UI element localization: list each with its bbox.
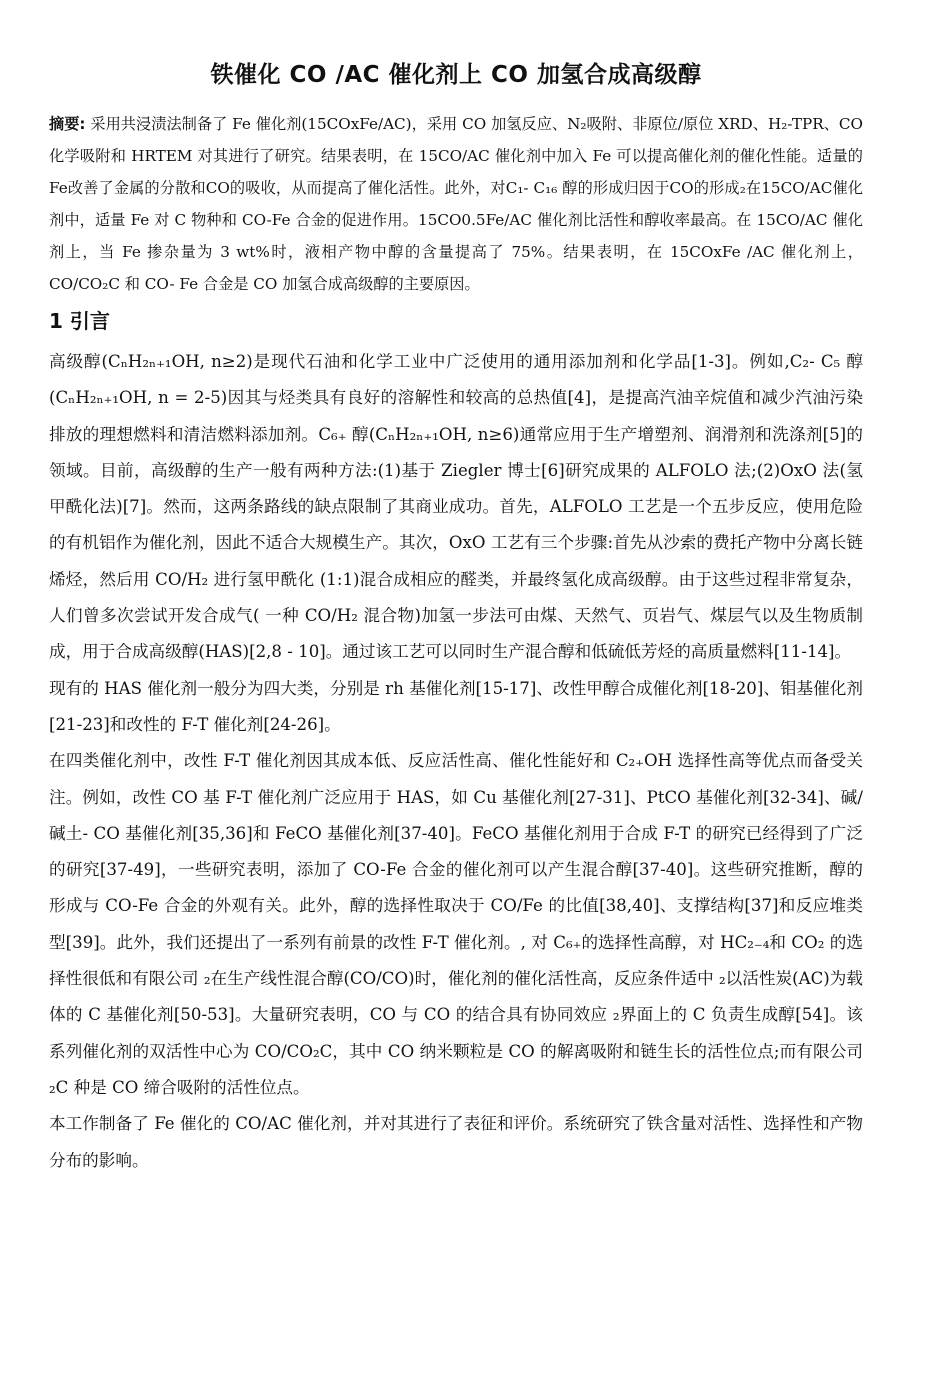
section-heading: 1 引言 [49,309,110,333]
abstract-label: 摘要: [49,115,86,133]
paper-title: 铁催化 CO /AC 催化剂上 CO 加氢合成高级醇 [210,62,702,88]
body-paragraph-3: 在四类催化剂中，改性 F-T 催化剂因其成本低、反应活性高、催化性能好和 C₂₊OH 选择性高等优点而备受关注。例如，改性 CO 基 F-T 催化剂广泛应用于 HAS，如 Cu 基催化剂[27-31]、PtCO 基催化剂[32-34]、碱/碱土- CO 基催化剂[35,36]和 FeCO 基催化剂[37-40]。FeCO 基催化剂用于合成 F-T 的研究已经得到了广泛的研究[37-49]，一些研究表明，添加了 CO-Fe 合金的催化剂可以产生混合醇[37-40]。这些研究推断，醇的形成与 CO-Fe 合金的外观有关。此外，醇的选择性取决于 CO/Fe 的比值[38,40]、支撑结构[37]和反应堆类型[39]。此外，我们还提出了一系列有前景的改性 F-T 催化剂。, 对 C₆₊的选择性高醇，对 HC₂₋₄和 CO₂ 的选择性很低和有限公司 ₂在生产线性混合醇(CO/CO)时，催化剂的催化活性高，反应条件适中 ₂以活性炭(AC)为载体的 C 基催化剂[50-53]。大量研究表明，CO 与 CO 的结合具有协同效应 ₂界面上的 C 负责生成醇[54]。该系列催化剂的双活性中心为 CO/CO₂C，其中 CO 纳米颗粒是 CO 的解离吸附和链生长的活性位点;而有限公司 ₂C 种是 CO 缔合吸附的活性位点。 [49,751,863,1097]
body-paragraph-4: 本工作制备了 Fe 催化的 CO/AC 催化剂，并对其进行了表征和评价。系统研究了铁含量对活性、选择性和产物分布的影响。 [49,1114,863,1170]
abstract-text: 采用共浸渍法制备了 Fe 催化剂(15COxFe/AC)，采用 CO 加氢反应、N₂吸附、非原位/原位 XRD、H₂-TPR、CO 化学吸附和 HRTEM 对其进行了研究。结果表明，在 15CO/AC 催化剂中加入 Fe 可以提高催化剂的催化性能。适量的Fe改善了金属的分散和CO的吸收，从而提高了催化活性。此外，对C₁- C₁₆ 醇的形成归因于CO的形成₂在15CO/AC催化剂中，适量 Fe 对 C 物种和 CO-Fe 合金的促进作用。15CO0.5Fe/AC 催化剂比活性和醇收率最高。在 15CO/AC 催化剂上，当 Fe 掺杂量为 3 wt%时，液相产物中醇的含量提高了 75%。结果表明，在 15COxFe /AC 催化剂上，CO/CO₂C 和 CO- Fe 合金是 CO 加氢合成高级醇的主要原因。 [49,115,863,293]
body-paragraph-1: 高级醇(CₙH₂ₙ₊₁OH, n≥2)是现代石油和化学工业中广泛使用的通用添加剂和化学品[1-3]。例如,C₂- C₅ 醇(CₙH₂ₙ₊₁OH, n = 2-5)因其与烃类具有良好的溶解性和较高的总热值[4]，是提高汽油辛烷值和减少汽油污染排放的理想燃料和清洁燃料添加剂。C₆₊ 醇(CₙH₂ₙ₊₁OH, n≥6)通常应用于生产增塑剂、润滑剂和洗涤剂[5]的领域。目前，高级醇的生产一般有两种方法:(1)基于 Ziegler 博士[6]研究成果的 ALFOLO 法;(2)OxO 法(氢甲酰化法)[7]。然而，这两条路线的缺点限制了其商业成功。首先，ALFOLO 工艺是一个五步反应，使用危险的有机铝作为催化剂，因此不适合大规模生产。其次，OxO 工艺有三个步骤:首先从沙索的费托产物中分离长链烯烃，然后用 CO/H₂ 进行氢甲酰化 (1:1)混合成相应的醛类，并最终氢化成高级醇。由于这些过程非常复杂，人们曾多次尝试开发合成气( 一种 CO/H₂ 混合物)加氢一步法可由煤、天然气、页岩气、煤层气以及生物质制成，用于合成高级醇(HAS)[2,8 - 10]。通过该工艺可以同时生产混合醇和低硫低芳烃的高质量燃料[11-14]。 [49,352,863,662]
abstract [49,108,863,300]
body-paragraph-2: 现有的 HAS 催化剂一般分为四大类，分别是 rh 基催化剂[15-17]、改性甲醇合成催化剂[18-20]、钼基催化剂[21-23]和改性的 F-T 催化剂[24-26]。 [49,678,863,734]
